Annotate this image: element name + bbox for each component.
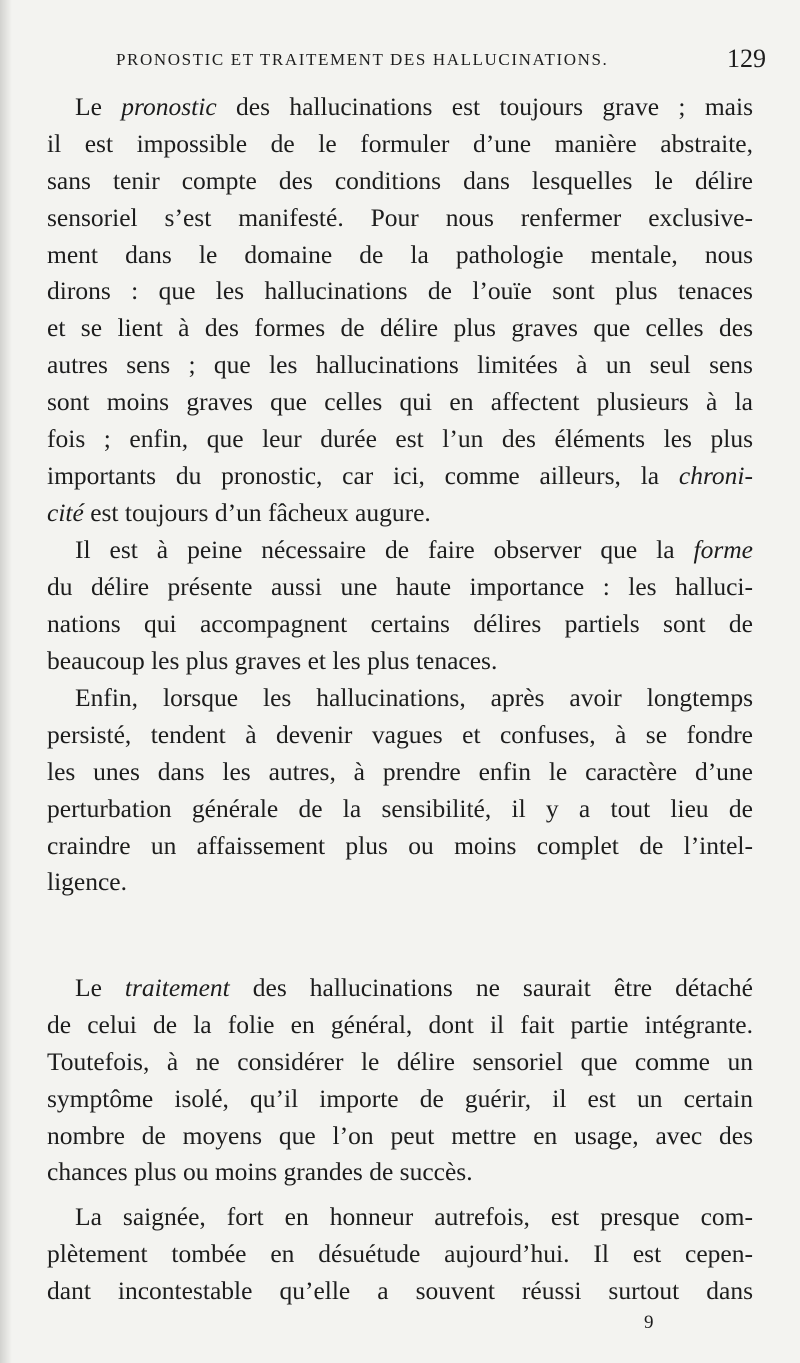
- text-line: et se lient à des formes de délire plus graves que celles des: [47, 313, 753, 343]
- text-line: nombre de moyens que l’on peut mettre en usage, avec des: [47, 1120, 753, 1150]
- text-line: persisté, tendent à devenir vagues et confuses, à se fondre: [47, 719, 753, 749]
- paragraph-prognosis: [47, 89, 753, 532]
- text-run: importants du pronostic, car ici, comme ailleurs, la: [47, 460, 679, 490]
- italic-term: pronostic: [121, 92, 217, 121]
- text-line: La saignée, fort en honneur autrefois, est presque com-: [75, 1202, 753, 1231]
- text-line: Enfin, lorsque les hallucinations, après avoir longtemps: [75, 683, 753, 712]
- text-line: ligence.: [47, 867, 127, 897]
- text-line: [47, 495, 753, 532]
- page-edge-shadow: [0, 0, 12, 1363]
- page-number: 129: [727, 44, 766, 73]
- text-line: les unes dans les autres, à prendre enfin le caractère d’une: [47, 756, 753, 786]
- text-run: des hallucinations ne saurait être détaché: [229, 973, 753, 1002]
- text-line: dirons : que les hallucinations de l’ouïe sont plus tenaces: [47, 276, 753, 306]
- text-run: des hallucinations est toujours grave ; mais: [216, 92, 753, 121]
- text-line: fois ; enfin, que leur durée est l’un des éléments les plus: [47, 424, 753, 454]
- text-line: beaucoup les plus graves et les plus tenaces.: [47, 645, 498, 675]
- text-line: de celui de la folie en général, dont il fait partie intégrante.: [47, 1009, 753, 1039]
- paragraph-form: [47, 532, 753, 680]
- text-line: symptôme isolé, qu’il importe de guérir, il est un certain: [47, 1083, 753, 1113]
- text-line: plètement tombée en désuétude aujourd’hui. Il est cepen-: [47, 1238, 753, 1268]
- text-line: autres sens ; que les hallucinations limitées à un seul sens: [47, 350, 753, 380]
- italic-term: traitement: [124, 973, 230, 1002]
- italic-term: forme: [693, 535, 753, 564]
- text-line: [47, 89, 753, 126]
- page-header: [116, 46, 776, 76]
- paragraph-treatment: [47, 970, 753, 1191]
- text-line: sont moins graves que celles qui en affectent plusieurs à la: [47, 387, 753, 417]
- text-run: Il est à peine nécessaire de faire observer que la: [75, 535, 694, 564]
- text-line: ment dans le domaine de la pathologie mentale, nous: [47, 239, 753, 269]
- text-line: [47, 532, 753, 569]
- text-line: craindre un affaissement plus ou moins complet de l’intel-: [47, 830, 753, 860]
- text-run: Le: [75, 92, 122, 121]
- text-line: [47, 970, 753, 1007]
- paragraph-decline: [47, 680, 753, 901]
- text-line: [47, 458, 753, 495]
- text-run: est toujours d’un fâcheux augure.: [83, 497, 431, 527]
- text-line: sans tenir compte des conditions dans lesquelles le délire: [47, 165, 753, 195]
- signature-mark: 9: [644, 1312, 654, 1333]
- italic-term: cité: [47, 497, 84, 527]
- text-line: dant incontestable qu’elle a souvent réussi surtout dans: [47, 1275, 753, 1305]
- text-line: chances plus ou moins grandes de succès.: [47, 1157, 473, 1187]
- text-line: sensoriel s’est manifesté. Pour nous renfermer exclusive-: [47, 202, 753, 232]
- text-line: nations qui accompagnent certains délires partiels sont de: [47, 608, 753, 638]
- text-line: du délire présente aussi une haute importance : les halluci-: [47, 571, 753, 601]
- paragraph-bloodletting: [47, 1199, 753, 1310]
- text-line: perturbation générale de la sensibilité, il y a tout lieu de: [47, 793, 753, 823]
- italic-term: chroni-: [678, 460, 753, 490]
- running-head: PRONOSTIC ET TRAITEMENT DES HALLUCINATIONS.: [116, 50, 609, 69]
- text-line: il est impossible de le formuler d’une manière abstraite,: [47, 128, 753, 158]
- text-line: Toutefois, à ne considérer le délire sensoriel que comme un: [47, 1046, 753, 1076]
- text-run: Le: [75, 973, 125, 1002]
